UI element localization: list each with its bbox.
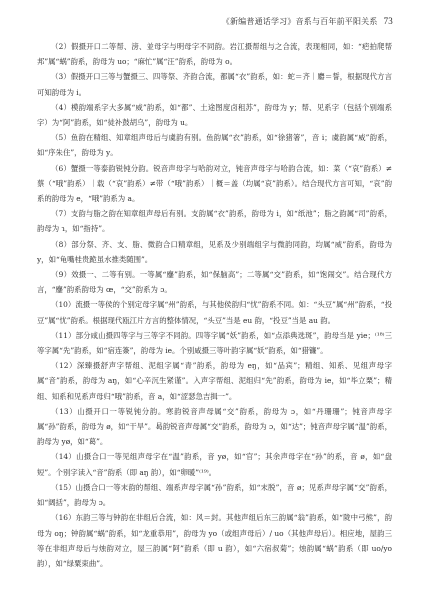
page-body	[37, 39, 392, 571]
paragraph-12: （12）深臻摄舒声字帮组、泥组字属“青”韵系，韵母为 eŋ，如“品宾”；精组、知系、见组声母字属“音”韵系，韵母为 aŋ，如“心辛沉生紧谨”。入声字帮组、泥组归“先”韵系，韵母为 ie，如“毕立栗”；精组、知系和见系声母归“哦”韵系，音 a，如“涩瑟急吉揖一”。	[37, 361, 392, 401]
paragraph-4: （4）模韵端系字大多属“威”韵系，如“都”、土途图度卤租苏”，韵母为 y；帮、见系字（包括个别端系字）为“阿”韵系，如“徒补鼓胡乌”，韵母为 u。	[37, 102, 392, 128]
paragraph-2: （2）假摄开口二等帮、滂、並母字与明母字不同韵。岩江摄帮组与之合流，表现相同，如：“疤拍爬帮邦”属“蜗”韵系，韵母为 uo；“麻忙”属“汪”韵系，韵母为 o。	[37, 42, 392, 67]
paragraph-15: （15）山摄合口一等末韵的帮组、端系声母字属“孙”韵系，如“末脱”，音 ø；见系声母字属“交”韵系，如“阔括”，韵母为 ɔ。	[37, 482, 392, 508]
paragraph-8: （8）部分祭、齐、支、脂、微韵合口精章组，见系及少别端组字与微韵同韵，均属“威”韵系，韵母为 y，如“龟嘴桂贵跪虽水推类随围”。	[37, 239, 392, 264]
paragraph-3: （3）假摄开口三等与蟹摄三、四等祭、齐韵合流，都属“衣”韵系，如：蛇＝齐｜麝＝誓，根据现代方言可知韵母为 i。	[37, 72, 392, 97]
paragraph-5: （5）鱼韵在精组、知章组声母后与虞韵有别。鱼韵属“衣”韵系，如“徐猪箸”，音 i；虞韵属“威”韵系，如“序朱住”，韵母为 y。	[37, 133, 392, 158]
paragraph-14: （14）山摄合口一等见组声母字在“温”韵系，音 yø，如“官”；其余声母字在“孙”的系，音 ø，如“盘短”。个别字读入“音”韵系（即 aŋ 韵），如“卵暖”⁽¹⁹⁾。	[37, 452, 392, 477]
paragraph-13: （13）山摄开口一等锐钝分韵。寒韵锐音声母属“交”韵系，韵母为 ɔ，如“丹珊珊”；钝音声母字属“孙”韵系，韵母为 ø，如“干旱”。曷韵锐音声母属“交”韵系，韵母为 ɔ，如“达”；钝音声母字属“温”韵系，韵母为 yø，如“葛”。	[37, 406, 392, 447]
running-header-title: 《新编普通话学习》音系与百年前平阳关系	[221, 17, 378, 26]
paragraph-16: （16）东韵三等与钟韵在非组后合流，如：风＝封。其他声组后东三韵属“翁”韵系，如“陇中弓熊”，韵母为 oŋ；钟韵属“蜗”韵系，如“龙重恭用”，韵母为 yo（或组声母后）/ uo（其他声母后）。相应地，屋韵三等在非组声母后与烛韵对立，屋三韵属“阿”韵系（即 u 韵），如“六宿叔菊”；烛韵属“蜗”韵系（即 uo/yo 韵），如“绿粟束曲”。	[37, 513, 392, 568]
paragraph-11: （11）部分咸山摄四等字与三等字不同韵。四等字属“妖”韵系，如“点添典选斑”，韵母当是 yie；⁽¹⁸⁾三等字属“先”韵系，如“宿连簽”，韵母为 ie。个别咸摄三等叶韵字属“妖”韵系，如“猎镰”。	[37, 330, 392, 356]
paragraph-6: （6）蟹摄一等泰韵锐钝分韵。锐音声母字与哈韵对立，钝音声母字与哈韵合流，如：菜（“哀”韵系）≠蔡（“哦”韵系）｜载（“哀”韵系）≠带（“哦”韵系）｜概＝盖（均属“哀”韵系）。结合现代方言可知，“哀”韵系的韵母为 e，“哦”韵系为 a。	[37, 163, 392, 204]
page-number: 73	[383, 16, 393, 26]
paragraph-10: （10）流摄一等侯的个别定母字属“州”韵系，与其他侯韵归“忧”韵系不同。如：“头豆”属“州”韵系，“投豆”属“忧”韵系。根据现代瓯江片方言的整体情况，“头豆”当是 eu 韵，“投豆”当是 au 韵。	[37, 300, 392, 325]
paragraph-9: （9）效摄一、二等有别。一等属“鏖”韵系，如“保脑高”；二等属“交”韵系，如“饱闹交”。结合现代方言，“鏖”韵系韵母为 œ，“交”韵系为 ɔ。	[37, 270, 392, 295]
running-header	[34, 16, 393, 30]
paragraph-7: （7）支韵与脂之韵在知章组声母后有别。支韵属“衣”韵系，韵母为 i，如“纸池”；脂之韵属“司”韵系，韵母为 ɿ，如“指持”。	[37, 209, 392, 234]
